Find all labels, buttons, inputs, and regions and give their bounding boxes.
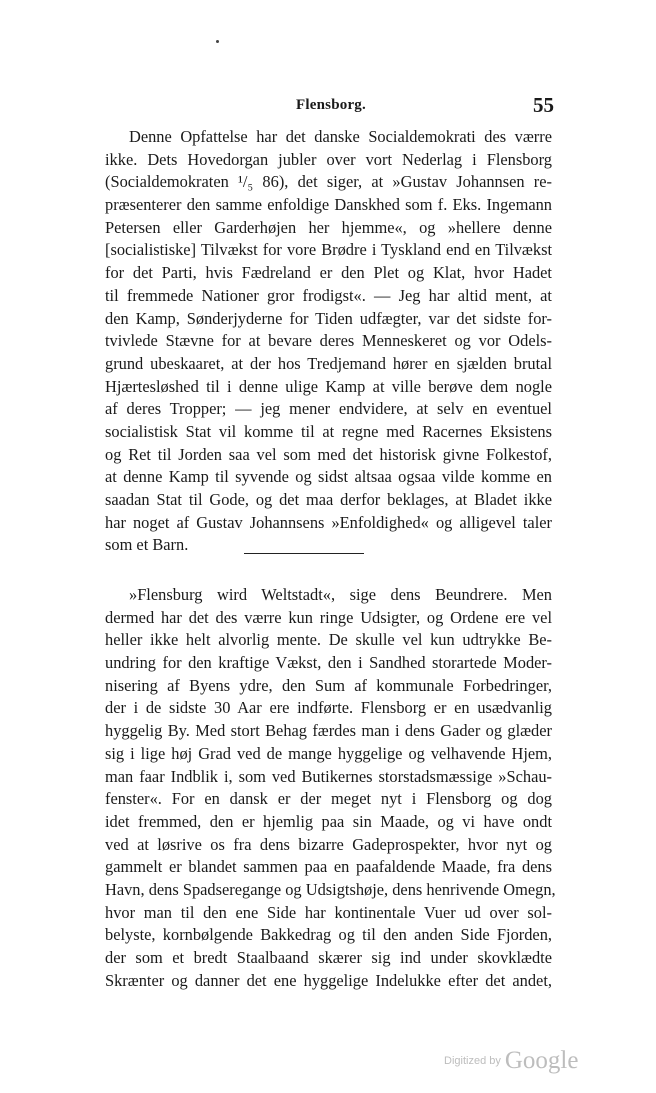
running-title: Flensborg. (296, 97, 366, 113)
text-line: der i de sidste 30 Aar ere indførte. Flensborg er en usædvanlig (105, 698, 552, 718)
text-line: har noget af Gustav Johannsens »Enfoldighed« og alligevel taler (105, 512, 552, 532)
text-line: som et Barn. (105, 535, 189, 555)
text-line: den Kamp, Sønderjyderne for Tiden udfægter, var det sidste for- (105, 308, 552, 328)
watermark-brand-logo: Google (504, 1047, 579, 1074)
text-line: man faar Indblik i, som ved Butikernes storstadsmæssige »Schau- (105, 766, 552, 786)
text-line: saadan Stat til Gode, og det maa derfor beklages, at Bladet ikke (105, 490, 552, 509)
text-line: »Flensburg wird Weltstadt«, sige dens Beundrere. Men (129, 585, 552, 604)
text-line: at denne Kamp til syvende og sidst altsaa ogsaa vilde komme en (105, 467, 552, 487)
text-line: der som et bredt Staalbaand skærer sig ind under skovklædte (105, 948, 552, 967)
page-number: 55 (533, 93, 554, 117)
speck-mark (216, 40, 219, 43)
text-line: socialistisk Stat vil komme til at regne med Racernes Eksistens (105, 421, 552, 441)
text-line: præsenterer den samme enfoldige Danskhed som f. Eks. Ingemann (105, 195, 552, 215)
text-line: heller ikke helt alvorlig mente. De skulle vel kun udtrykke Be- (105, 630, 552, 650)
text-line: hyggelig By. Med stort Behag færdes man i dens Gader og glæder (105, 721, 552, 741)
text-line: belyste, kornbølgende Bakkedrag og til den anden Side Fjorden, (105, 925, 552, 945)
text-line: [socialistiske] Tilvækst for vore Brødre i Tyskland end en Tilvækst (105, 240, 552, 260)
text-line: idet fremmed, den er hjemlig paa sin Maade, og vi have ondt (105, 811, 552, 831)
text-line: gammelt er blandet sammen paa en paafaldende Maade, fra dens (105, 857, 552, 877)
text-line: Havn, dens Spadseregange og Udsigtshøje, dens henrivende Omegn, (105, 879, 556, 899)
text-line: nisering af Byens ydre, den Sum af kommunale Forbedringer, (105, 675, 552, 695)
paragraph-2 (105, 584, 556, 992)
text-line: til fremmede Nationer gror frodigst«. — Jeg har altid ment, at (105, 285, 552, 305)
text-line: Petersen eller Garderhøjen her hjemme«, og »hellere denne (105, 217, 552, 237)
text-line: Skrænter og danner det ene hyggelige Indelukke efter det andet, (105, 970, 552, 990)
text-line: fenster«. For en dansk er der meget nyt i Flensborg og dog (105, 789, 552, 809)
watermark-prefix: Digitized by (444, 1055, 501, 1067)
text-line: af deres Tropper; — jeg mener endvidere, at selv en eventuel (105, 399, 552, 419)
text-line: ikke. Dets Hovedorgan jubler over vort Nederlag i Flensborg (105, 149, 552, 169)
text-line: for det Parti, hvis Fædreland er den Plet og Klat, hvor Hadet (105, 263, 552, 283)
text-line: sig i lige høj Grad ved de mange hyggelige og velhavende Hjem, (105, 743, 552, 763)
text-line: undring for den kraftige Vækst, den i Sandhed storartede Moder- (105, 653, 552, 673)
text-line: (Socialdemokraten ¹/₅ 86), det siger, at »Gustav Johannsen re- (105, 172, 552, 192)
text-line: dermed har det des værre kun ringe Udsigter, og Ordene ere vel (105, 607, 552, 627)
digitization-watermark (444, 1047, 578, 1075)
paragraph-1 (105, 126, 552, 557)
text-line: og Ret til Jorden saa vel som med det historisk givne Folkestof, (105, 444, 552, 464)
text-line: tvivlede Stævne for at bevare deres Menneskeret og vor Odels- (105, 331, 552, 351)
text-line: Hjærtesløshed til i denne ulige Kamp at ville berøve dem nogle (105, 376, 552, 396)
text-line: grund ubeskaaret, at der hos Tredjemand hører en sjælden brutal (105, 353, 552, 373)
section-divider (244, 553, 364, 554)
text-line: ved at løsrive os fra dens bizarre Gadeprospekter, hvor nyt og (105, 834, 552, 854)
text-line: hvor man til den ene Side har kontinentale Vuer ud over sol- (105, 902, 552, 922)
running-head (100, 93, 562, 121)
text-line: Denne Opfattelse har det danske Socialdemokrati des værre (129, 127, 552, 146)
